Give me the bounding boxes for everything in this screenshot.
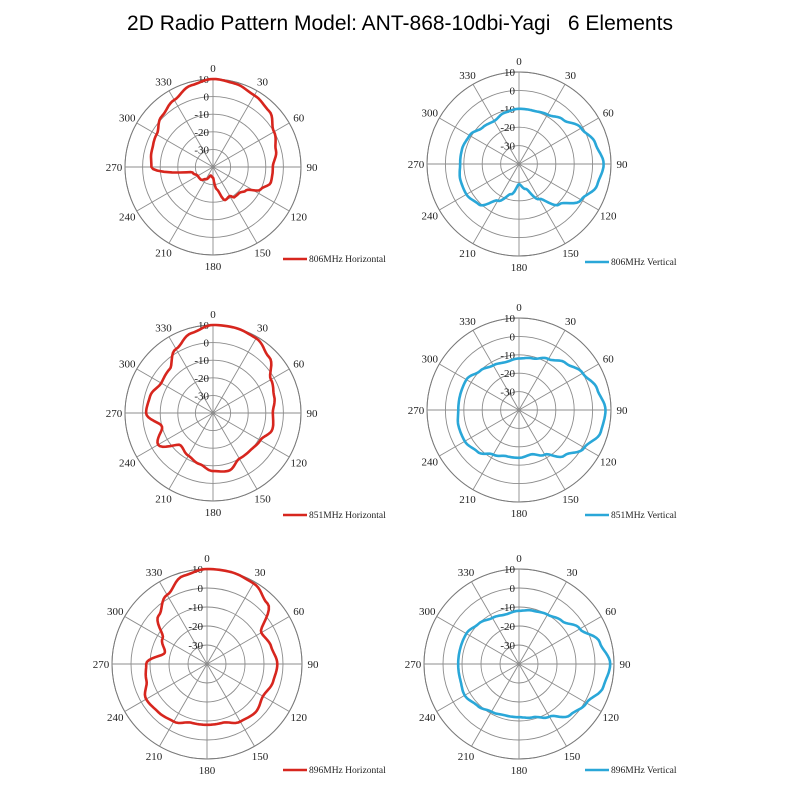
legend-label: 806MHz Horizontal bbox=[309, 255, 386, 265]
angle-tick-label: 330 bbox=[145, 567, 163, 580]
grid-spoke bbox=[519, 664, 601, 712]
radial-tick-label: -20 bbox=[188, 621, 203, 633]
angle-tick-label: 60 bbox=[293, 606, 305, 618]
radial-tick-label: -30 bbox=[194, 144, 209, 157]
legend-label: 851MHz Vertical bbox=[611, 511, 677, 521]
radial-tick-label: -30 bbox=[500, 640, 515, 652]
angle-tick-label: 240 bbox=[421, 210, 439, 223]
angle-tick-label: 0 bbox=[516, 56, 522, 68]
angle-tick-label: 210 bbox=[155, 493, 172, 506]
angle-tick-label: 300 bbox=[119, 112, 136, 125]
legend-label: 896MHz Horizontal bbox=[309, 766, 386, 776]
angle-tick-label: 210 bbox=[155, 247, 172, 260]
angle-tick-label: 300 bbox=[421, 353, 439, 366]
angle-tick-label: 180 bbox=[510, 765, 528, 777]
radial-tick-label: -20 bbox=[500, 621, 515, 633]
radial-tick-label: 10 bbox=[504, 313, 515, 325]
angle-tick-label: 90 bbox=[306, 162, 318, 174]
angle-tick-label: 120 bbox=[599, 456, 617, 469]
radial-tick-label: -10 bbox=[188, 602, 203, 614]
radial-tick-label: -20 bbox=[194, 126, 209, 139]
angle-tick-label: 0 bbox=[210, 309, 216, 321]
radial-tick-label: 10 bbox=[198, 74, 209, 86]
angle-tick-label: 330 bbox=[457, 567, 475, 580]
angle-tick-label: 240 bbox=[106, 712, 124, 724]
grid-spoke bbox=[519, 664, 567, 746]
angle-tick-label: 330 bbox=[459, 315, 476, 328]
angle-tick-label: 30 bbox=[565, 315, 576, 328]
angle-tick-label: 300 bbox=[106, 606, 124, 618]
radial-tick-label: -10 bbox=[500, 602, 515, 614]
angle-tick-label: 210 bbox=[459, 494, 476, 507]
angle-tick-label: 180 bbox=[204, 507, 222, 519]
angle-tick-label: 180 bbox=[510, 508, 528, 520]
grid-spoke bbox=[519, 617, 601, 665]
angle-tick-label: 60 bbox=[605, 606, 617, 618]
angle-tick-label: 120 bbox=[599, 210, 617, 223]
radial-tick-label: 10 bbox=[504, 67, 515, 79]
radial-tick-label: -10 bbox=[500, 103, 515, 116]
radial-tick-label: -30 bbox=[500, 386, 515, 399]
grid-spoke bbox=[519, 582, 567, 664]
radial-tick-label: -30 bbox=[188, 640, 203, 652]
angle-tick-label: 30 bbox=[257, 76, 268, 89]
angle-tick-label: 150 bbox=[254, 493, 271, 506]
angle-tick-label: 30 bbox=[566, 567, 578, 580]
angle-tick-label: 240 bbox=[119, 457, 136, 470]
radial-tick-label: -10 bbox=[194, 355, 209, 368]
angle-tick-label: 120 bbox=[290, 457, 307, 470]
radial-tick-label: 10 bbox=[198, 320, 209, 332]
angle-tick-label: 90 bbox=[616, 159, 628, 171]
angle-tick-label: 30 bbox=[254, 567, 266, 580]
legend-label: 896MHz Vertical bbox=[611, 766, 677, 776]
radial-tick-label: 0 bbox=[509, 583, 515, 595]
angle-tick-label: 240 bbox=[418, 712, 436, 724]
radial-tick-label: 0 bbox=[203, 91, 209, 104]
radial-tick-label: -30 bbox=[194, 390, 209, 403]
angle-tick-label: 300 bbox=[418, 606, 436, 618]
angle-tick-label: 240 bbox=[421, 456, 439, 469]
angle-tick-label: 120 bbox=[290, 712, 308, 724]
angle-tick-label: 60 bbox=[602, 107, 614, 120]
radial-tick-label: -10 bbox=[194, 109, 209, 122]
radial-tick-label: -20 bbox=[194, 372, 209, 385]
angle-tick-label: 270 bbox=[407, 405, 425, 417]
angle-tick-label: 0 bbox=[516, 302, 522, 314]
angle-tick-label: 60 bbox=[602, 353, 614, 366]
angle-tick-label: 300 bbox=[119, 358, 136, 371]
radial-tick-label: -20 bbox=[500, 368, 515, 381]
radial-tick-label: 0 bbox=[509, 331, 515, 344]
legend-label: 806MHz Vertical bbox=[611, 258, 677, 268]
angle-tick-label: 60 bbox=[293, 112, 305, 125]
angle-tick-label: 120 bbox=[602, 712, 620, 724]
radial-tick-label: -30 bbox=[500, 140, 515, 153]
angle-tick-label: 210 bbox=[145, 750, 163, 763]
angle-tick-label: 0 bbox=[516, 553, 522, 565]
angle-tick-label: 270 bbox=[404, 659, 422, 671]
chart-title: 2D Radio Pattern Model: ANT-868-10dbi-Yagi 6 Elements bbox=[127, 12, 673, 35]
angle-tick-label: 270 bbox=[407, 159, 425, 171]
angle-tick-label: 90 bbox=[619, 659, 631, 671]
angle-tick-label: 60 bbox=[293, 358, 305, 371]
radial-tick-label: -10 bbox=[500, 349, 515, 362]
angle-tick-label: 270 bbox=[105, 408, 123, 420]
radial-tick-label: -20 bbox=[500, 122, 515, 135]
legend-label: 851MHz Horizontal bbox=[309, 511, 386, 521]
angle-tick-label: 210 bbox=[459, 248, 476, 261]
angle-tick-label: 90 bbox=[307, 659, 319, 671]
angle-tick-label: 330 bbox=[155, 76, 172, 89]
angle-tick-label: 240 bbox=[119, 211, 136, 224]
angle-tick-label: 210 bbox=[457, 750, 475, 763]
radial-tick-label: 0 bbox=[203, 337, 209, 350]
angle-tick-label: 330 bbox=[459, 69, 476, 82]
angle-tick-label: 300 bbox=[421, 107, 439, 120]
radial-tick-label: 10 bbox=[504, 564, 515, 576]
angle-tick-label: 0 bbox=[210, 63, 216, 75]
radial-tick-label: 10 bbox=[192, 564, 203, 576]
angle-tick-label: 270 bbox=[92, 659, 110, 671]
angle-tick-label: 90 bbox=[306, 408, 318, 420]
angle-tick-label: 120 bbox=[290, 211, 307, 224]
radial-tick-label: 0 bbox=[509, 85, 515, 98]
angle-tick-label: 150 bbox=[254, 247, 271, 260]
angle-tick-label: 30 bbox=[257, 322, 268, 335]
angle-tick-label: 150 bbox=[562, 494, 579, 507]
angle-tick-label: 150 bbox=[563, 750, 581, 763]
angle-tick-label: 90 bbox=[616, 405, 628, 417]
angle-tick-label: 180 bbox=[198, 765, 216, 777]
angle-tick-label: 150 bbox=[562, 248, 579, 261]
angle-tick-label: 330 bbox=[155, 322, 172, 335]
angle-tick-label: 150 bbox=[251, 750, 269, 763]
angle-tick-label: 30 bbox=[565, 69, 576, 82]
radial-tick-label: 0 bbox=[197, 583, 203, 595]
angle-tick-label: 0 bbox=[204, 553, 210, 565]
angle-tick-label: 180 bbox=[204, 261, 222, 273]
angle-tick-label: 180 bbox=[510, 262, 528, 274]
angle-tick-label: 270 bbox=[105, 162, 123, 174]
